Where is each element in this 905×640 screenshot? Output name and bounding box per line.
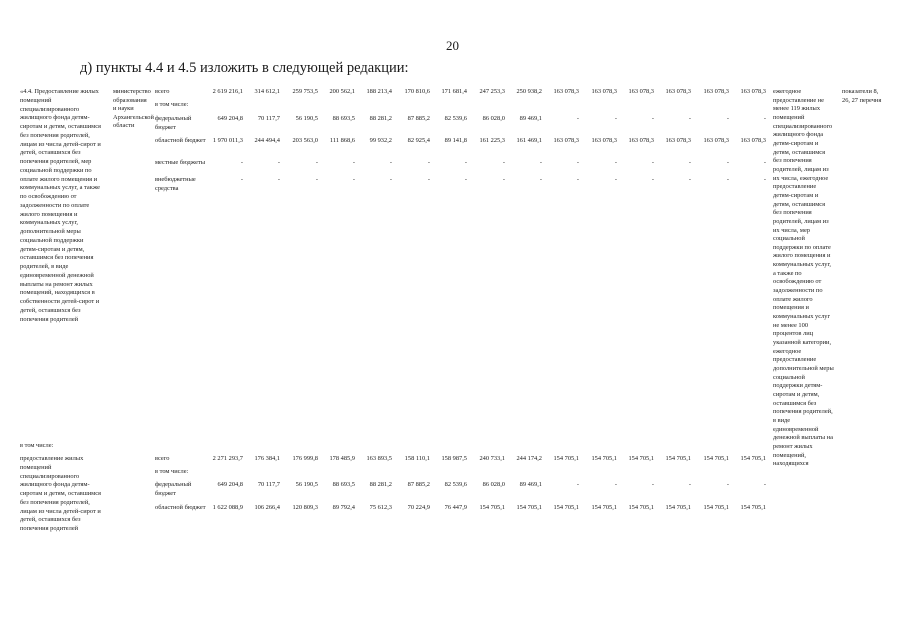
- sub_item-row-0-cell-8: 244 174,2: [516, 455, 542, 462]
- item_44-row-5-cell-5: -: [427, 176, 430, 183]
- sub_item-row-2-cell-5: 87 885,2: [407, 481, 430, 488]
- sub_item-row-2-cell-13: -: [726, 481, 729, 488]
- item_44-row-2-cell-9: -: [576, 115, 579, 122]
- item_44-row-5-cell-8: -: [539, 176, 542, 183]
- item_44-row-5-cell-11: -: [651, 176, 654, 183]
- item_44-row-4-cell-13: -: [726, 159, 729, 166]
- item_44-row-0-cell-8: 250 938,2: [516, 88, 542, 95]
- item_44-row-2-cell-13: -: [726, 115, 729, 122]
- sub_item-row-3-cell-1: 106 266,4: [254, 504, 280, 511]
- sub_item-row-1-source: в том числе:: [155, 468, 189, 475]
- item_44-row-0-cell-4: 188 213,4: [366, 88, 392, 95]
- item_44-row-3-cell-14: 163 078,3: [740, 137, 766, 144]
- item_44-row-2-cell-8: 89 469,1: [519, 115, 542, 122]
- item_44-row-4-cell-4: -: [389, 159, 392, 166]
- item_44-row-5-cell-2: -: [315, 176, 318, 183]
- item_44-row-0-cell-7: 247 253,3: [479, 88, 505, 95]
- item_44-row-3-cell-12: 163 078,3: [665, 137, 691, 144]
- item_44-row-0-cell-2: 259 753,5: [292, 88, 318, 95]
- item_44-row-5-cell-14: -: [763, 176, 766, 183]
- item_44-row-2-cell-2: 56 190,5: [295, 115, 318, 122]
- item_44-row-5-cell-3: -: [352, 176, 355, 183]
- sub_item-row-3-cell-6: 76 447,9: [444, 504, 467, 511]
- item_44-row-3-cell-3: 111 868,6: [329, 137, 355, 144]
- item_44-row-5-source: внебюджетные средства: [155, 176, 196, 192]
- sub_item-row-2-cell-0: 649 204,8: [217, 481, 243, 488]
- sub_item-row-3-cell-9: 154 705,1: [553, 504, 579, 511]
- item_44-row-2-cell-6: 82 539,6: [444, 115, 467, 122]
- item_44-row-0-cell-14: 163 078,3: [740, 88, 766, 95]
- item_44-row-4-cell-12: -: [688, 159, 691, 166]
- sub_item-row-3-cell-13: 154 705,1: [703, 504, 729, 511]
- sub_item-row-3-cell-0: 1 622 088,9: [212, 504, 243, 511]
- item_44-row-4-cell-1: -: [277, 159, 280, 166]
- sub_item-row-0-cell-12: 154 705,1: [665, 455, 691, 462]
- sub_item-row-3-cell-8: 154 705,1: [516, 504, 542, 511]
- item_44-row-3-cell-0: 1 970 011,3: [212, 137, 243, 144]
- item_44-row-0-cell-12: 163 078,3: [665, 88, 691, 95]
- item_44-row-2-cell-4: 88 281,2: [369, 115, 392, 122]
- item_44-row-0-cell-13: 163 078,3: [703, 88, 729, 95]
- sub_item-row-3-cell-4: 75 612,3: [369, 504, 392, 511]
- sub_item-row-0-cell-4: 163 893,5: [366, 455, 392, 462]
- sub_item-row-0-cell-7: 240 733,1: [479, 455, 505, 462]
- item_44-row-4-cell-11: -: [651, 159, 654, 166]
- sub_item-row-2-cell-9: -: [576, 481, 579, 488]
- item_44-row-4-cell-0: -: [240, 159, 243, 166]
- result-text: ежегодное предоставление не менее 119 жилых помещений специализированного жилищного фонда детям-сиротам и детям, оставшимся без попечения родителей, лицам из их числа, ежегодное предоставление детям-сиротам и детям, оставшимся без попечения родителей, лицам из их числа, мер социальной поддержки по оплате жилого помещения и коммунальных услуг, а также по освобождению от задолженности по оплате жилого помещения и коммунальных услуг не менее 100 процентов лиц указанной категории, ежегодное предоставление дополнительной меры социальной поддержки детям-сиротам и детям, оставшимся без попечения родителей, в виде единовременной денежной выплаты на ремонт жилых помещений, находящихся: [773, 88, 834, 468]
- item_44-row-5-cell-0: -: [240, 176, 243, 183]
- sub_item-row-0-cell-0: 2 271 293,7: [212, 455, 243, 462]
- item_44-row-3-cell-9: 163 078,3: [553, 137, 579, 144]
- item_44-row-3-cell-4: 99 932,2: [369, 137, 392, 144]
- item_44-row-0-cell-10: 163 078,3: [591, 88, 617, 95]
- item_44-row-2-cell-11: -: [651, 115, 654, 122]
- item_44-row-0-cell-3: 200 562,1: [329, 88, 355, 95]
- sub_item-row-2-cell-11: -: [651, 481, 654, 488]
- item_44-row-4-cell-14: -: [763, 159, 766, 166]
- sub_item-row-2-source: федеральный бюджет: [155, 481, 192, 497]
- sub_item-row-0-cell-2: 176 999,8: [292, 455, 318, 462]
- item_44-row-3-cell-10: 163 078,3: [591, 137, 617, 144]
- item_44-row-4-cell-2: -: [315, 159, 318, 166]
- item_44-row-4-cell-5: -: [427, 159, 430, 166]
- page-number: 20: [446, 38, 459, 53]
- item_44-row-0-cell-9: 163 078,3: [553, 88, 579, 95]
- item_44-row-5-cell-7: -: [502, 176, 505, 183]
- sub-item-label: предоставление жилых помещений специализированного жилищного фонда детям-сиротам и детям, оставшимся без попечения родителей, лицам из числа детей-сирот и детей, оставшихся без попечения родителей: [20, 455, 101, 532]
- sub_item-row-0-cell-10: 154 705,1: [591, 455, 617, 462]
- item_44-row-1-source: в том числе:: [155, 101, 189, 108]
- item_44-row-2-cell-5: 87 885,2: [407, 115, 430, 122]
- item_44-row-3-cell-13: 163 078,3: [703, 137, 729, 144]
- sub_item-row-3-cell-12: 154 705,1: [665, 504, 691, 511]
- sub_item-row-2-cell-14: -: [763, 481, 766, 488]
- sub_item-row-0-cell-13: 154 705,1: [703, 455, 729, 462]
- item_44-row-5-cell-1: -: [277, 176, 280, 183]
- sub_item-row-0-cell-1: 176 384,1: [254, 455, 280, 462]
- item_44-row-5-cell-12: -: [688, 176, 691, 183]
- sub_item-row-2-cell-4: 88 281,2: [369, 481, 392, 488]
- sub_item-row-2-cell-6: 82 539,6: [444, 481, 467, 488]
- item_44-row-3-cell-7: 161 225,3: [479, 137, 505, 144]
- sub_item-row-0-source: всего: [155, 455, 170, 462]
- item_44-row-5-cell-6: -: [464, 176, 467, 183]
- sub_item-row-3-cell-11: 154 705,1: [628, 504, 654, 511]
- item_44-row-4-cell-8: -: [539, 159, 542, 166]
- item_44-row-2-cell-3: 88 693,5: [332, 115, 355, 122]
- item_44-row-0-cell-11: 163 078,3: [628, 88, 654, 95]
- item_44-row-0-source: всего: [155, 88, 170, 95]
- item_44-row-4-cell-10: -: [614, 159, 617, 166]
- sub_item-row-3-source: областной бюджет: [155, 504, 206, 511]
- item_44-row-2-cell-10: -: [614, 115, 617, 122]
- item_44-row-3-source: областной бюджет: [155, 137, 206, 144]
- item_44-row-4-cell-9: -: [576, 159, 579, 166]
- sub_item-row-0-cell-11: 154 705,1: [628, 455, 654, 462]
- item_44-row-3-cell-6: 89 141,8: [444, 137, 467, 144]
- sub_item-row-2-cell-2: 56 190,5: [295, 481, 318, 488]
- sub_item-row-0-cell-5: 158 110,1: [404, 455, 430, 462]
- sub_item-row-2-cell-8: 89 469,1: [519, 481, 542, 488]
- item_44-row-2-cell-12: -: [688, 115, 691, 122]
- item_44-row-4-cell-3: -: [352, 159, 355, 166]
- sub_item-row-3-cell-14: 154 705,1: [740, 504, 766, 511]
- item_44-row-0-cell-0: 2 619 216,1: [212, 88, 243, 95]
- sub_item-row-3-cell-10: 154 705,1: [591, 504, 617, 511]
- sub_item-row-3-cell-5: 70 224,9: [407, 504, 430, 511]
- item_44-row-3-cell-2: 203 563,0: [292, 137, 318, 144]
- sub_item-row-3-cell-7: 154 705,1: [479, 504, 505, 511]
- item_44-row-0-cell-5: 170 810,6: [404, 88, 430, 95]
- sub_item-row-2-cell-3: 88 693,5: [332, 481, 355, 488]
- sub_item-row-0-cell-14: 154 705,1: [740, 455, 766, 462]
- item_44-row-3-cell-11: 163 078,3: [628, 137, 654, 144]
- item_44-row-2-source: федеральный бюджет: [155, 115, 192, 131]
- item_44-row-3-cell-1: 244 494,4: [254, 137, 280, 144]
- sub_item-row-2-cell-1: 70 117,7: [257, 481, 280, 488]
- sub_item-row-0-cell-3: 178 485,9: [329, 455, 355, 462]
- item_44-row-2-cell-0: 649 204,8: [217, 115, 243, 122]
- item_44-row-2-cell-1: 70 117,7: [257, 115, 280, 122]
- item_44-row-5-cell-10: -: [614, 176, 617, 183]
- item_44-row-0-cell-6: 171 681,4: [441, 88, 467, 95]
- sub_item-row-3-cell-3: 89 792,4: [332, 504, 355, 511]
- including-label: в том числе:: [20, 442, 54, 449]
- item_44-row-5-cell-9: -: [576, 176, 579, 183]
- item_44-row-5-cell-13: -: [726, 176, 729, 183]
- item_44-row-0-cell-1: 314 612,1: [254, 88, 280, 95]
- indicators-text: показатели 8, 26, 27 перечня: [842, 88, 882, 104]
- item_44-row-4-cell-6: -: [464, 159, 467, 166]
- item_44-row-4-cell-7: -: [502, 159, 505, 166]
- sub_item-row-2-cell-12: -: [688, 481, 691, 488]
- item_44-row-4-source: местные бюджеты: [155, 159, 206, 166]
- item_44-row-3-cell-8: 161 469,1: [516, 137, 542, 144]
- sub_item-row-0-cell-9: 154 705,1: [553, 455, 579, 462]
- item_44-row-3-cell-5: 82 925,4: [407, 137, 430, 144]
- item-44-executor: министерство образования и науки Архангельской области: [113, 88, 154, 130]
- sub_item-row-3-cell-2: 120 809,3: [292, 504, 318, 511]
- item_44-row-5-cell-4: -: [389, 176, 392, 183]
- item_44-row-2-cell-14: -: [763, 115, 766, 122]
- sub_item-row-2-cell-7: 86 028,0: [482, 481, 505, 488]
- amendment-heading: д) пункты 4.4 и 4.5 изложить в следующей редакции:: [80, 60, 409, 76]
- item-44-label: «4.4. Предоставление жилых помещений специализированного жилищного фонда детям-сиротам и детям, оставшимся без попечения родителей, лицам из числа детей-сирот и детей, оставшихся без попечения родителей, мер социальной поддержки по оплате жилого помещения и коммунальных услуг, а также по освобождению от задолженности по оплате жилого помещения и коммунальных услуг, дополнительной меры социальной поддержки детям-сиротам и детям, оставшимся без попечения родителей, в виде единовременной денежной выплаты на ремонт жилых помещений, находящихся в собственности детей-сирот и детей, оставшихся без попечения родителей: [20, 88, 101, 323]
- sub_item-row-0-cell-6: 158 987,5: [441, 455, 467, 462]
- sub_item-row-2-cell-10: -: [614, 481, 617, 488]
- item_44-row-2-cell-7: 86 028,0: [482, 115, 505, 122]
